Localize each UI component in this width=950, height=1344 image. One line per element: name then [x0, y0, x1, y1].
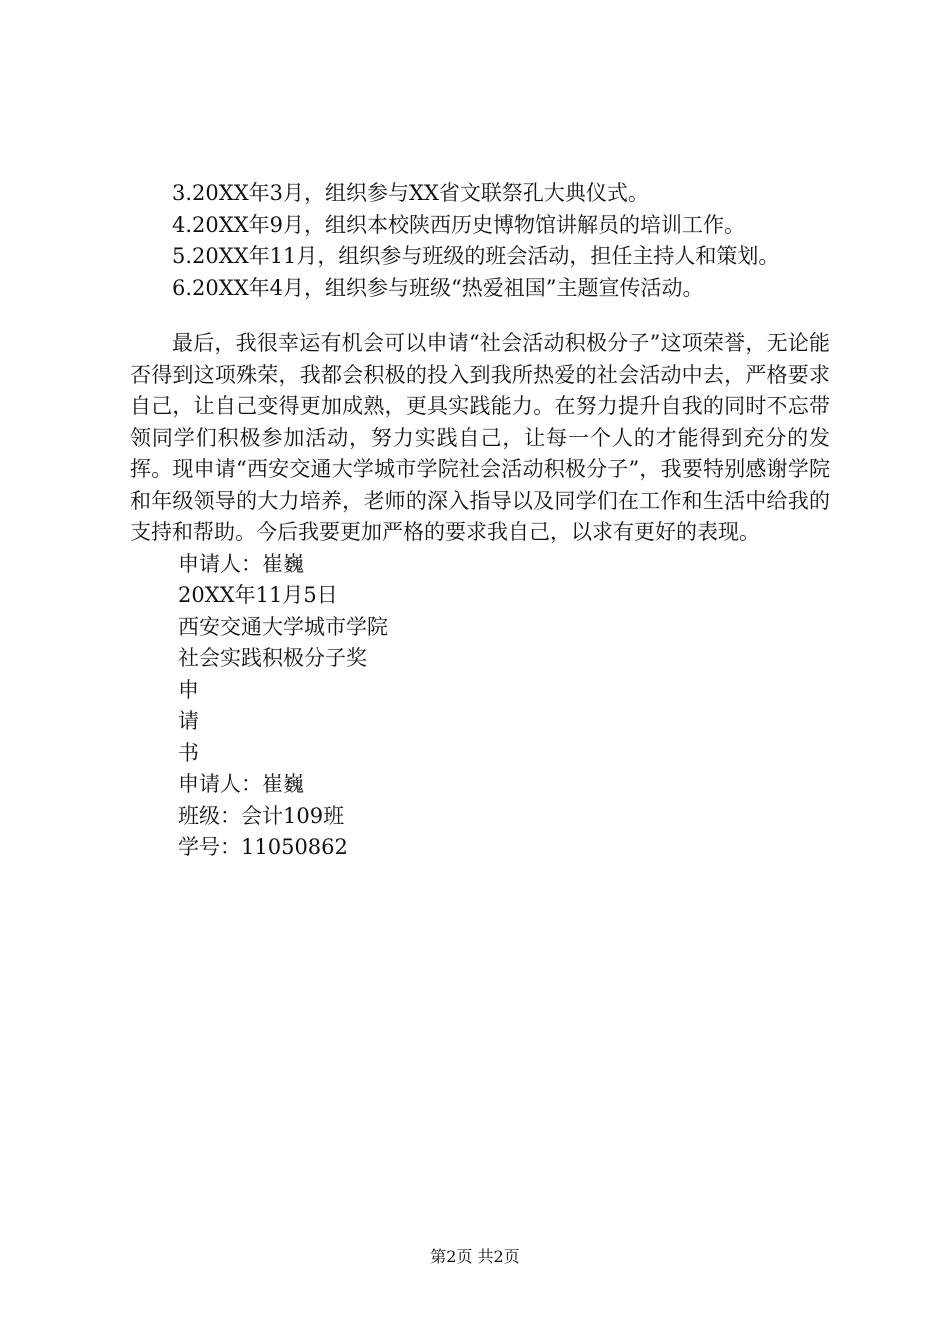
closing-paragraph: 最后，我很幸运有机会可以申请“社会活动积极分子”这项荣誉，无论能否得到这项殊荣，我都会积极的投入到我所热爱的社会活动中去，严格要求自己，让自己变得更加成熟，更具实践能力。在努力提升自我的同时不忘带领同学们积极参加活动，努力实践自己，让每一个人的才能得到充分的发挥。现申请“西安交通大学城市学院社会活动积极分子”，我要特别感谢学院和年级领导的大力培养，老师的深入指导以及同学们在工作和生活中给我的支持和帮助。今后我要更加严格的要求我自己，以求有更好的表现。	[130, 331, 830, 544]
cover-title-char-3: 书	[178, 740, 199, 765]
cover-title-char-1: 申	[178, 677, 199, 702]
document-body	[130, 178, 830, 864]
list-item-2: 4.20XX年9月，组织本校陕西历史博物馆讲解员的培训工作。	[172, 212, 746, 237]
cover-title-char-2: 请	[178, 709, 199, 733]
signature-applicant: 申请人：崔巍	[178, 551, 304, 576]
cover-applicant: 申请人：崔巍	[178, 772, 304, 796]
cover-award: 社会实践积极分子奖	[178, 646, 367, 670]
cover-student-id: 学号：11050862	[178, 835, 348, 859]
cover-school: 西安交通大学城市学院	[178, 614, 388, 639]
list-item-3: 5.20XX年11月，组织参与班级的班会活动，担任主持人和策划。	[172, 244, 780, 268]
signature-date: 20XX年11月5日	[178, 583, 338, 607]
list-item-4: 6.20XX年4月，组织参与班级“热爱祖国”主题宣传活动。	[172, 275, 704, 300]
page-footer: 第2页 共2页	[430, 1247, 520, 1266]
paragraph-gap	[130, 304, 830, 328]
cover-class: 班级：会计109班	[178, 803, 345, 828]
list-item-1: 3.20XX年3月，组织参与XX省文联祭孔大典仪式。	[172, 181, 649, 205]
